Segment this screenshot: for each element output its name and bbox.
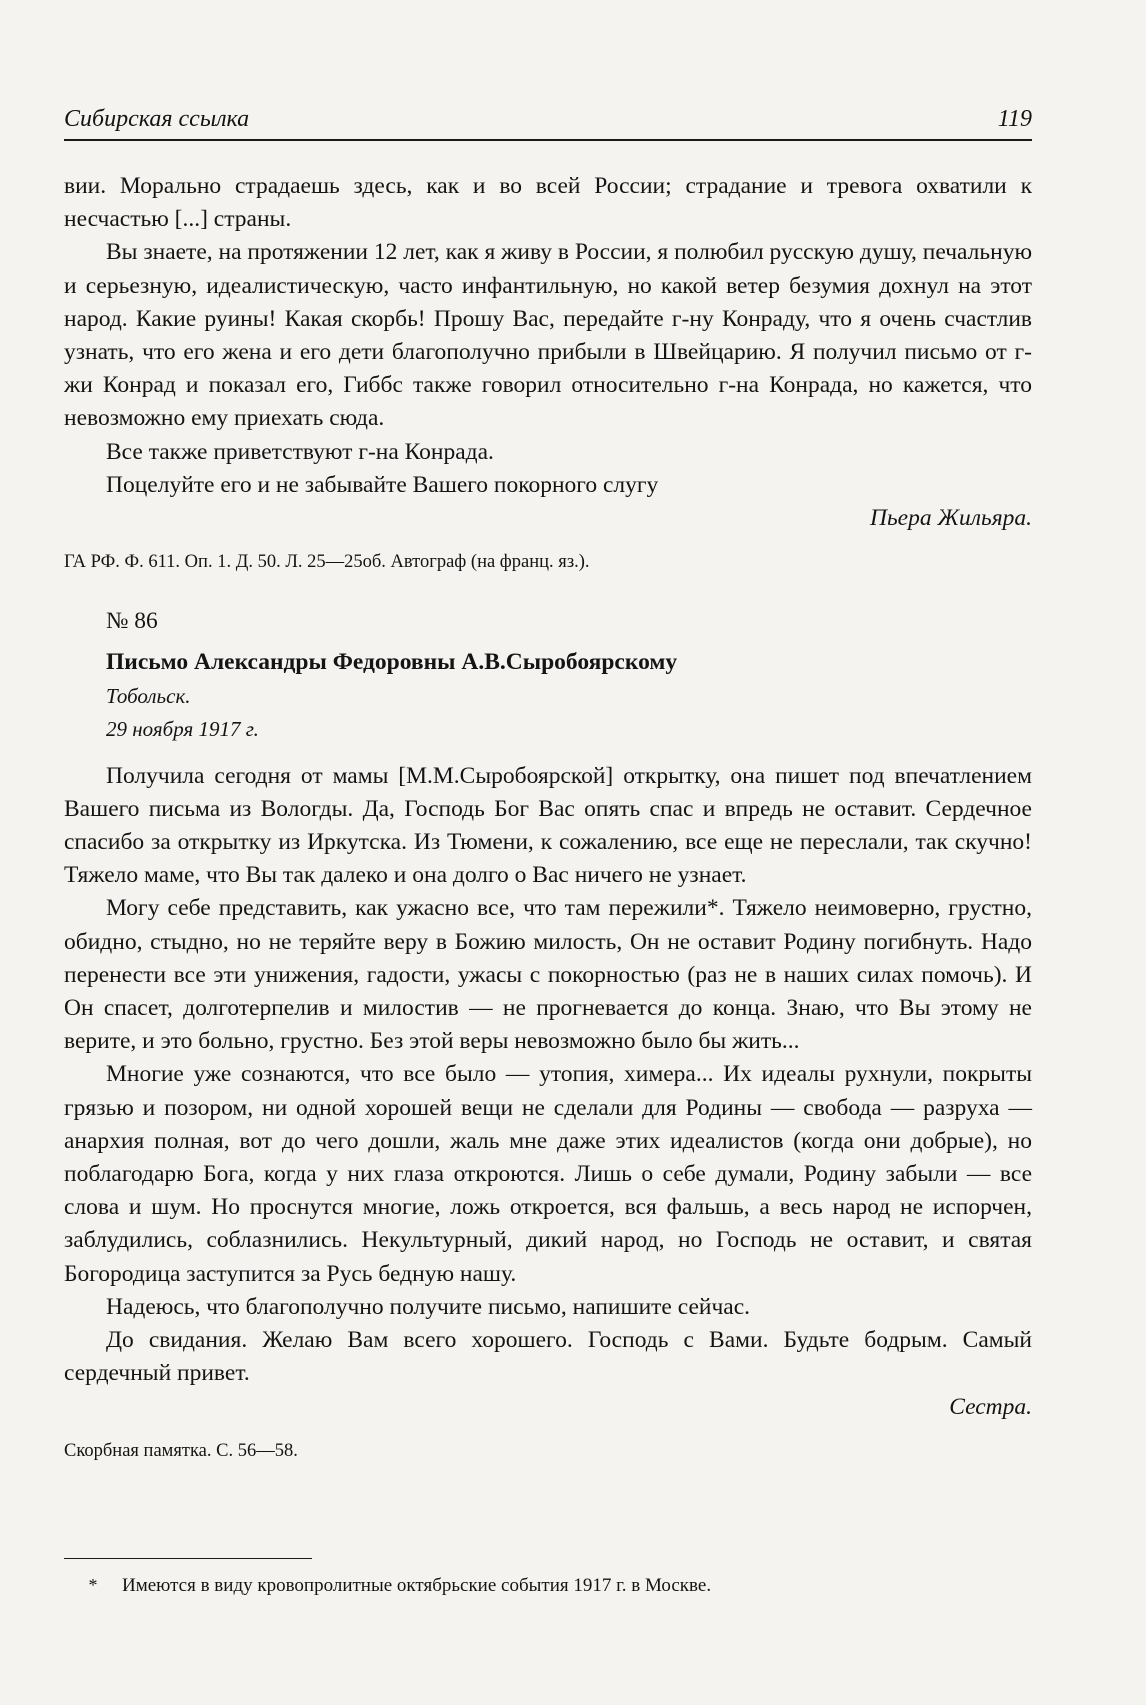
page-number: 119 <box>997 106 1032 132</box>
document-place: Тобольск. <box>106 683 191 708</box>
document-number: № 86 <box>106 608 158 635</box>
letter-paragraph: Вы знаете, на протяжении 12 лет, как я живу в России, я полюбил русскую душу, печальную и серьезную, идеалистическую, часто инфантильную, но какой ветер безумия дохнул на этот народ. Какие руины! Какая скорбь! Прошу Вас, передайте г-ну Конраду, что я очень счастлив узнать, что его жена и его дети благополучно прибыли в Швейцарию. Я получил письмо от г-жи Конрад и показал его, Гиббс также говорил относительно г-на Конрада, но кажется, что невозможно ему приехать сюда. <box>64 239 1033 432</box>
document-signature: Сестра. <box>949 1393 1032 1420</box>
running-title: Сибирская ссылка <box>64 106 250 132</box>
running-header <box>64 106 1032 141</box>
document-source: Скорбная памятка. С. 56—58. <box>64 1440 298 1461</box>
document-paragraph: Многие уже сознаются, что все было — утопия, химера... Их идеалы рухнули, покрыты грязью и позором, ни одной хорошей вещи не сделали для Родины — свобода — разруха — анархия полная, вот до чего дошли, жаль мне даже этих идеалистов (когда они добрые), но поблагодарю Бога, когда у них глаза откроются. Лишь о себе думали, Родину забыли — все слова и шум. Но проснутся многие, ложь откроется, вся фальшь, а весь народ не испорчен, заблудились, соблазнились. Некультурный, дикий народ, но Господь не оставит, и святая Богородица заступится за Русь бедную нашу. <box>64 1061 1032 1287</box>
document-paragraph: Надеюсь, что благополучно получите письмо, напишите сейчас. <box>106 1293 751 1320</box>
footnote-text: Имеются в виду кровопролитные октябрьские события 1917 г. в Москве. <box>122 1575 712 1596</box>
letter-paragraph: Поцелуйте его и не забывайте Вашего покорного слугу <box>106 471 659 498</box>
main-text <box>64 170 1032 1466</box>
letter-signature: Пьера Жильяра. <box>870 505 1032 532</box>
footnote-marker: * <box>88 1575 98 1595</box>
document-date: 29 ноября 1917 г. <box>106 716 259 741</box>
footnote <box>64 1570 1032 1601</box>
footnote-divider <box>64 1558 312 1559</box>
document-paragraph: Получила сегодня от мамы [М.М.Сыробоярской] открытку, она пишет под впечатлением Вашего письма из Вологды. Да, Господь Бог Вас опять спас и впредь не оставит. Сердечное спасибо за открытку из Иркутска. Из Тюмени, к сожалению, все еще не переслали, так скучно! Тяжело маме, что Вы так далеко и она долго о Вас ничего не узнает. <box>64 762 1032 889</box>
document-title: Письмо Александры Федоровны А.В.Сыробоярскому <box>106 649 678 676</box>
letter-paragraph: Все также приветствуют г-на Конрада. <box>106 438 494 465</box>
letter-source: ГА РФ. Ф. 611. Оп. 1. Д. 50. Л. 25—25об. Автограф (на франц. яз.). <box>64 552 590 573</box>
letter-paragraph: вии. Морально страдаешь здесь, как и во всей России; страдание и тревога охватили к несчастью [...] страны. <box>64 173 1032 233</box>
document-paragraph: Могу себе представить, как ужасно все, что там пережили*. Тяжело неимоверно, грустно, обидно, стыдно, но не теряйте веру в Божию милость, Он не оставит Родину погибнуть. Надо перенести все эти унижения, гадости, ужасы с покорностью (раз не в наших силах помочь). И Он спасет, долготерпелив и милостив — не прогневается до конца. Знаю, что Вы этому не верите, и это больно, грустно. Без этой веры невозможно было бы жить... <box>64 895 1032 1055</box>
document-paragraph: До свидания. Желаю Вам всего хорошего. Господь с Вами. Будьте бодрым. Самый сердечный привет. <box>64 1327 1032 1387</box>
